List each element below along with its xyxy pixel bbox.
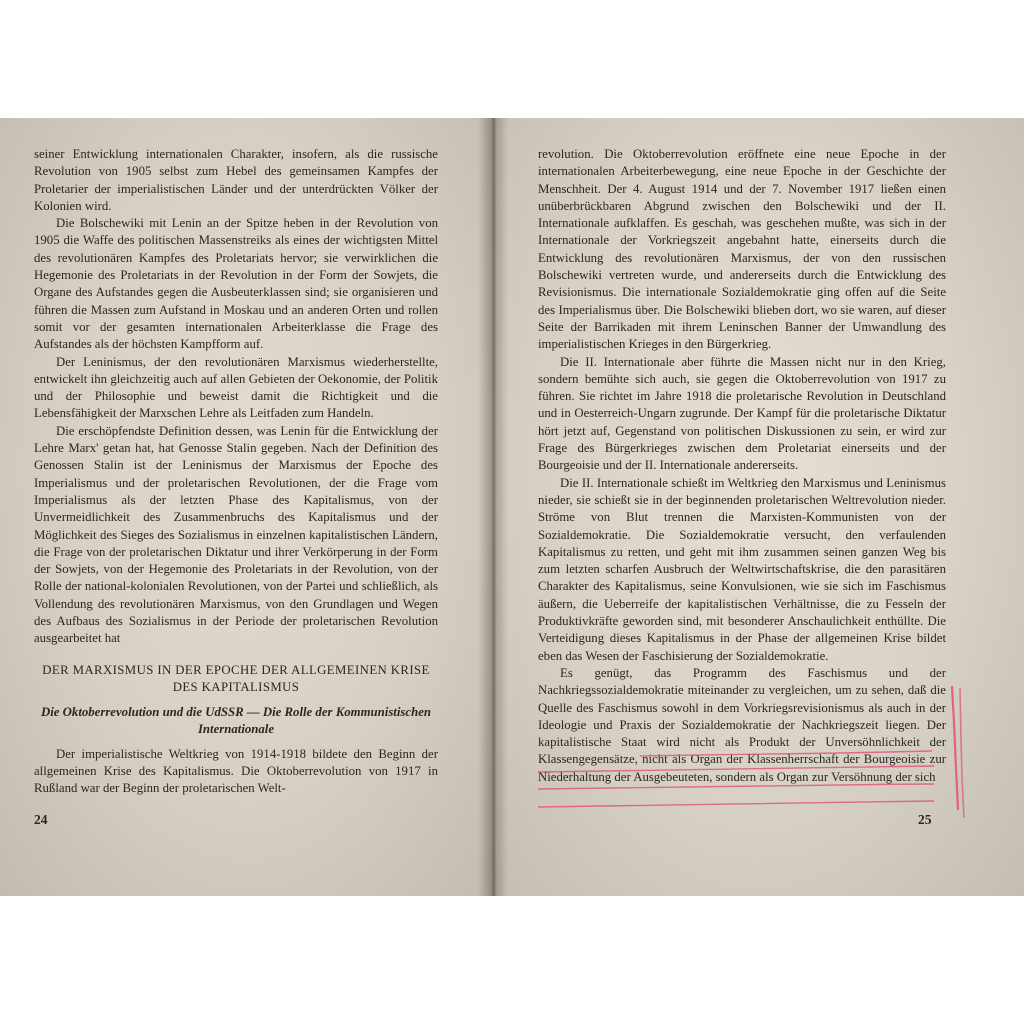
open-book: [0, 118, 1024, 896]
page-number-left: 24: [34, 812, 48, 827]
right-paragraph: Die II. Internationale aber führte die Massen nicht nur in den Krieg, sondern bemühte sich auch, sie gegen die Oktoberrevolution von 1917 zu führen. Sie richtet im Jahre 1918 die proletarische Revolution in Deutschland und in Oesterreich-Ungarn zugrunde. Der Kampf für die proletarische Diktatur hört jetzt auf, Gegenstand von politischen Diskussionen zu sein, er wird zur Frage des Bürgerkrieges zwischen dem Proletariat einerseits und der Bourgeoisie und der II. Internationale andererseits.: [538, 354, 946, 473]
page-number-right: 25: [918, 812, 932, 827]
right-page-text: [538, 146, 946, 786]
left-paragraph: seiner Entwicklung internationalen Charakter, insofern, als die russische Revolution von 1905 selbst zum Hebel des gemeinsamen Kampfes der Proletarier der imperialistischen Länder und der unterdrückten Völker der Kolonien wird.: [34, 147, 438, 213]
right-paragraph: revolution. Die Oktoberrevolution eröffnete eine neue Epoche in der internationalen Arbeiterbewegung, eine neue Epoche in der Geschichte der Menschheit. Der 4. August 1914 und der 7. November 1917 ließen einen unüberbrückbaren Abgrund zwischen den Bolschewiki und der II. Internationale aufklaffen. Es geschah, was geschehen mußte, was sich in der Internationale der Vorkriegszeit angebahnt hatte, einerseits durch die Entwicklung des revolutionären Marxismus, der von den russischen Bolschewiki vertreten wurde, und andererseits durch die Entwicklung des Revisionismus. Die internationale Sozialdemokratie ging offen auf die Seite des Imperialismus über. Die Bolschewiki blieben dort, wo sie waren, auf dieser Seite der Barrikaden mit ihrem Leninschen Banner der Umwandlung des imperialistischen Krieges in den Bürgerkrieg.: [538, 147, 946, 352]
pen-underline: [538, 801, 934, 807]
chapter-heading: DER MARXISMUS IN DER EPOCHE DER ALLGEMEINEN KRISE DES KAPITALISMUS: [42, 662, 430, 694]
left-page-text: [34, 146, 438, 798]
book-gutter: [478, 118, 508, 896]
pen-margin-line: [960, 688, 964, 818]
left-paragraph: Der imperialistische Weltkrieg von 1914-1918 bildete den Beginn der allgemeinen Krise des Kapitalismus. Die Oktoberrevolution von 1917 in Rußland war der Beginn der proletarischen Welt-: [34, 746, 438, 796]
right-page: [490, 118, 1024, 896]
left-paragraph: Der Leninismus, der den revolutionären Marxismus wiederherstellte, entwickelt ihn gleichzeitig auch auf allen Gebieten der Oekonomie, der Politik und der Philosophie und beweist damit die Richtigkeit und die Lebensfähigkeit der Marxschen Lehre als Leitfaden zum Handeln.: [34, 354, 438, 421]
left-paragraph: Die erschöpfendste Definition dessen, was Lenin für die Entwicklung der Lehre Marx' getan hat, hat Genosse Stalin gegeben. Nach der Definition des Genossen Stalin ist der Leninismus der Marxismus der Epoche des Imperialismus und der proletarischen Revolutionen, der die Frage vom Imperialismus als der letzten Phase des Kapitalismus, von der Unvermeidlichkeit des Zusammenbruchs des Kapitalismus und der Möglichkeit des Sieges des Sozialismus in einzelnen kapitalistischen Ländern, die Frage von der proletarischen Diktatur und ihrer Verkörperung in der Form der Sowjets, von der Hegemonie des Proletariats in der Revolution, von der Rolle der national-kolonialen Revolutionen, von der Partei und schließlich, als Vollendung des revolutionären Marxismus, von den Grundlagen und Wegen des Aufbaus des Sozialismus in der Periode der proletarischen Revolution ausgearbeitet hat: [34, 423, 438, 646]
right-paragraph: Es genügt, das Programm des Faschismus und der Nachkriegssozialdemokratie miteinander zu vergleichen, um zu sehen, daß die Quelle des Faschismus sowohl in dem Vorkriegsrevisionismus als auch in der Ideologie und Praxis der Sozialdemokratie der Nachkriegszeit liegen. Der kapitalistische Staat wird nicht als Produkt der Unversöhnlichkeit der Klassengegensätze, nicht als Organ der Klassenherrschaft der Bourgeoisie zur Niederhaltung der Ausgebeuteten, sondern als Organ zur Versöhnung der sich: [538, 665, 946, 784]
pen-margin-line: [952, 686, 958, 810]
left-page: [0, 118, 494, 896]
left-paragraph: Die Bolschewiki mit Lenin an der Spitze heben in der Revolution von 1905 die Waffe des politischen Massenstreiks als eines der wichtigsten Mittel des revolutionären Kampfes des Proletariats hervor; sie verwirklichen die Hegemonie des Proletariats in der Revolution in der Form der Sowjets, die Organe des Aufstandes gegen die Ausbeuterklassen sind; sie organisieren und führen die Massen zum Aufstand in Moskau und an anderen Orten und rollen somit vor der gesamten internationalen Arbeiterklasse die Frage des Aufstandes als der höchsten Kampfform auf.: [34, 216, 438, 352]
section-subheading: Die Oktoberrevolution und die UdSSR — Die Rolle der Kommunistischen Internationale: [41, 704, 431, 736]
right-paragraph: Die II. Internationale schießt im Weltkrieg den Marxismus und Leninismus nieder, sie schießt sie in der beginnenden proletarischen Weltrevolution nieder. Ströme von Blut trennen die Marxisten-Kommunisten von der Sozialdemokratie. Die Sozialdemokratie versucht, den verfaulenden Kapitalismus zu retten, und geht mit ihm zusammen seinen ganzen Weg bis zum letzten scharfen Ausbruch der Weltwirtschaftskrise, die den parasitären Charakter des Kapitalismus, seine Konvulsionen, wie sie sich im Faschismus äußern, die Ueberreife der kapitalistischen Verhältnisse, die zu Fesseln der Produktivkräfte geworden sind, mit besonderer Anschaulichkeit enthüllte. Die Verteidigung dieses Kapitalismus in der Phase der allgemeinen Krise bildet eben das Wesen der Faschisierung der Sozialdemokratie.: [538, 475, 946, 663]
